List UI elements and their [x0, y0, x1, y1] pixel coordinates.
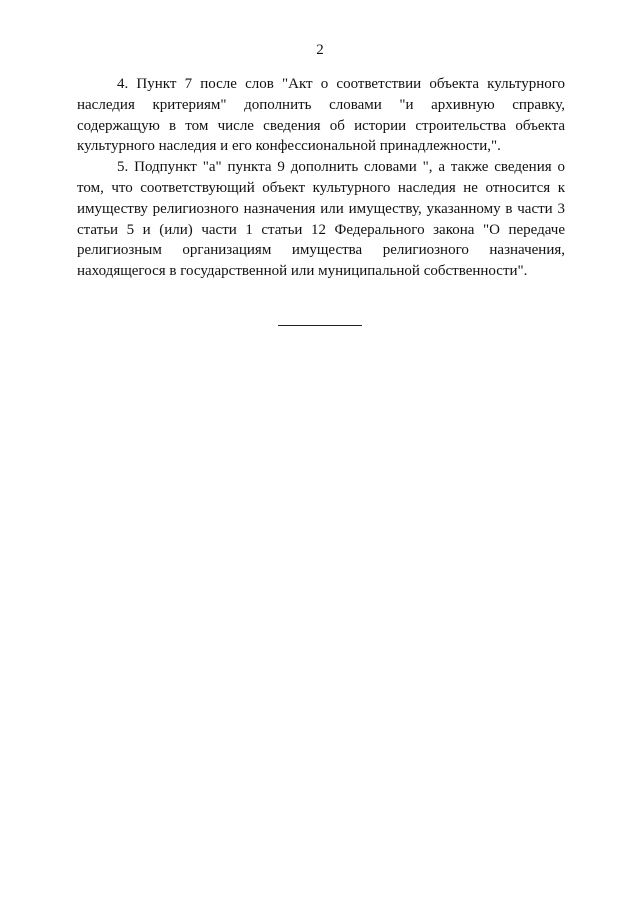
- end-of-document-rule: [278, 325, 362, 326]
- page-number: 2: [316, 42, 324, 58]
- paragraph-item-4: 4. Пункт 7 после слов "Акт о соответствии объекта культурного наследия критериям" дополнить словами "и архивную справку, содержащую в том числе сведения об истории строительства объекта культурного наследия и его конфессиональной принадлежности,".: [77, 76, 565, 155]
- document-body: [77, 74, 565, 282]
- paragraph-item-5: 5. Подпункт "а" пункта 9 дополнить словами ", а также сведения о том, что соответствующий объект культурного наследия не относится к имуществу религиозного назначения или имуществу, указанному в части 3 статьи 5 и (или) части 1 статьи 12 Федерального закона "О передаче религиозным организациям имущества религиозного назначения, находящегося в государственной или муниципальной собственности".: [77, 159, 565, 280]
